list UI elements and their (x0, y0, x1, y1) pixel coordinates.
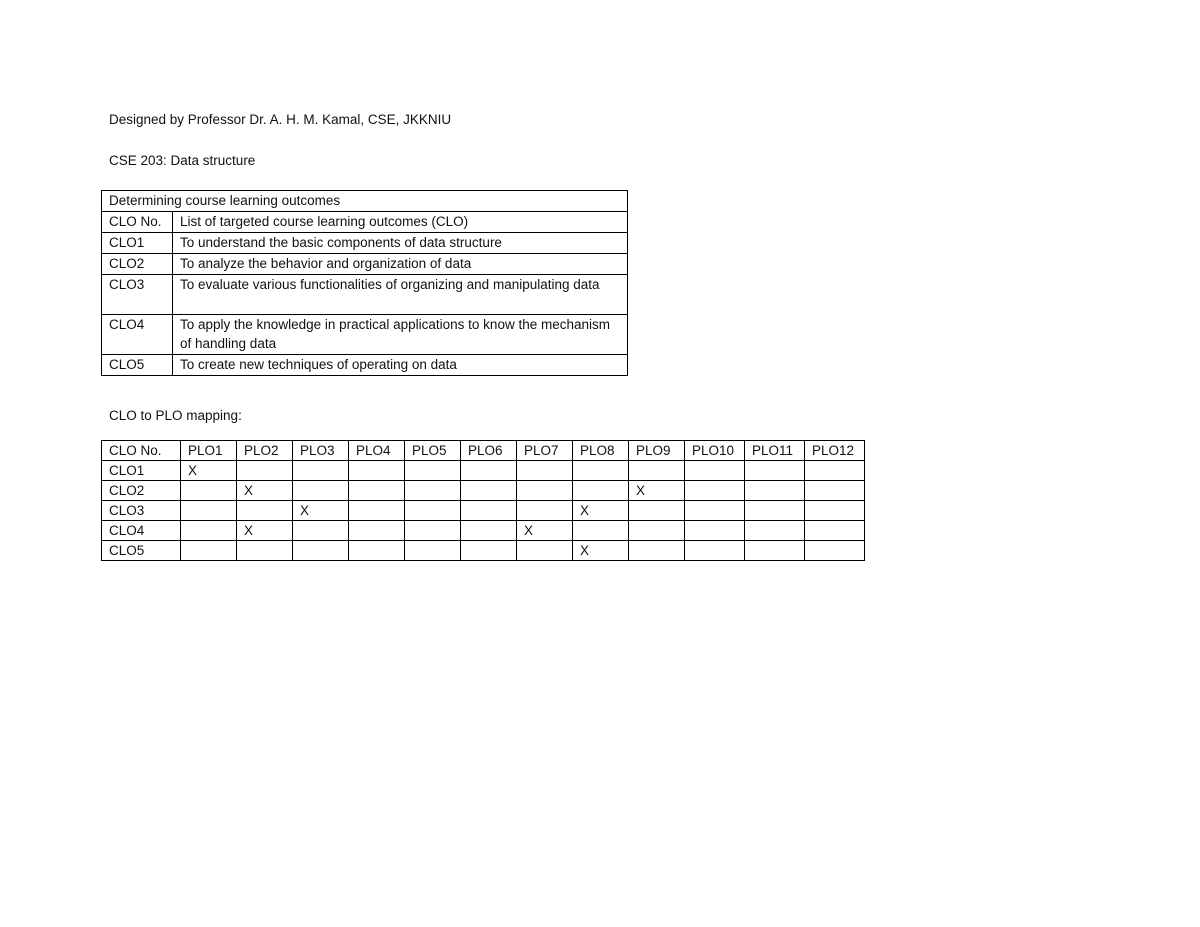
mapping-mark-cell (405, 541, 461, 561)
table-row (102, 315, 628, 355)
mapping-mark-cell (181, 541, 237, 561)
table-row (102, 233, 628, 254)
table-row (102, 275, 628, 315)
mapping-mark-cell (461, 481, 517, 501)
mapping-mark-cell: X (237, 481, 293, 501)
mapping-clo-cell: CLO5 (102, 541, 181, 561)
mapping-mark-cell (461, 461, 517, 481)
mapping-mark-cell (349, 541, 405, 561)
mapping-mark-cell (237, 461, 293, 481)
mapping-header-plo: PLO7 (517, 441, 573, 461)
mapping-clo-cell: CLO2 (102, 481, 181, 501)
table-row (102, 541, 865, 561)
mapping-mark-cell (745, 541, 805, 561)
mapping-mark-cell (805, 461, 865, 481)
mapping-mark-cell (685, 461, 745, 481)
clo-text-cell: To apply the knowledge in practical applications to know the mechanism of handling data (173, 315, 628, 355)
mapping-header-plo: PLO10 (685, 441, 745, 461)
mapping-mark-cell (181, 501, 237, 521)
clo-table (101, 190, 628, 376)
mapping-mark-cell (745, 481, 805, 501)
table-row (102, 355, 628, 376)
mapping-mark-cell (685, 541, 745, 561)
mapping-mark-cell (405, 521, 461, 541)
mapping-header-plo: PLO9 (629, 441, 685, 461)
mapping-mark-cell (293, 461, 349, 481)
mapping-mark-cell (237, 501, 293, 521)
author-line: Designed by Professor Dr. A. H. M. Kamal, CSE, JKKNIU (109, 112, 452, 127)
mapping-header-plo: PLO1 (181, 441, 237, 461)
mapping-header-clo: CLO No. (102, 441, 181, 461)
mapping-mark-cell (573, 481, 629, 501)
mapping-header-plo: PLO12 (805, 441, 865, 461)
mapping-mark-cell: X (573, 501, 629, 521)
mapping-mark-cell (405, 461, 461, 481)
table-row (102, 254, 628, 275)
mapping-mark-cell (181, 521, 237, 541)
clo-text-cell: To analyze the behavior and organization of data (173, 254, 628, 275)
mapping-mark-cell (517, 461, 573, 481)
clo-no-cell: CLO4 (102, 315, 173, 355)
mapping-header-plo: PLO11 (745, 441, 805, 461)
mapping-mark-cell (349, 501, 405, 521)
mapping-mark-cell (629, 541, 685, 561)
table-row (102, 481, 865, 501)
mapping-mark-cell (293, 481, 349, 501)
mapping-header-plo: PLO8 (573, 441, 629, 461)
mapping-mark-cell (461, 541, 517, 561)
mapping-header-plo: PLO2 (237, 441, 293, 461)
course-title: CSE 203: Data structure (109, 153, 256, 168)
mapping-mark-cell (517, 501, 573, 521)
mapping-mark-cell (685, 481, 745, 501)
mapping-mark-cell (685, 521, 745, 541)
mapping-mark-cell: X (517, 521, 573, 541)
clo-table-caption: Determining course learning outcomes (102, 191, 628, 212)
mapping-mark-cell (461, 521, 517, 541)
mapping-mark-cell (573, 461, 629, 481)
table-row (102, 521, 865, 541)
mapping-header-row (102, 441, 865, 461)
mapping-mark-cell: X (181, 461, 237, 481)
mapping-header-plo: PLO5 (405, 441, 461, 461)
mapping-mark-cell (237, 541, 293, 561)
clo-text-cell: To create new techniques of operating on data (173, 355, 628, 376)
mapping-header-plo: PLO3 (293, 441, 349, 461)
mapping-mark-cell (181, 481, 237, 501)
mapping-mark-cell (405, 481, 461, 501)
clo-plo-mapping-table (101, 440, 865, 561)
mapping-mark-cell (573, 521, 629, 541)
mapping-mark-cell (685, 501, 745, 521)
mapping-mark-cell (805, 521, 865, 541)
mapping-clo-cell: CLO3 (102, 501, 181, 521)
mapping-mark-cell (349, 481, 405, 501)
mapping-mark-cell (517, 481, 573, 501)
mapping-mark-cell (461, 501, 517, 521)
mapping-mark-cell (405, 501, 461, 521)
clo-text-cell: To understand the basic components of data structure (173, 233, 628, 254)
mapping-mark-cell: X (573, 541, 629, 561)
mapping-mark-cell: X (237, 521, 293, 541)
clo-header-no: CLO No. (102, 212, 173, 233)
clo-table-header-row (102, 212, 628, 233)
clo-no-cell: CLO5 (102, 355, 173, 376)
mapping-mark-cell (629, 501, 685, 521)
mapping-mark-cell (805, 541, 865, 561)
mapping-clo-cell: CLO1 (102, 461, 181, 481)
clo-text-cell: To evaluate various functionalities of organizing and manipulating data (173, 275, 628, 315)
mapping-mark-cell (629, 461, 685, 481)
mapping-mark-cell (805, 481, 865, 501)
mapping-mark-cell (745, 461, 805, 481)
clo-no-cell: CLO3 (102, 275, 173, 315)
mapping-header-plo: PLO6 (461, 441, 517, 461)
mapping-mark-cell: X (293, 501, 349, 521)
mapping-mark-cell: X (629, 481, 685, 501)
clo-no-cell: CLO2 (102, 254, 173, 275)
clo-no-cell: CLO1 (102, 233, 173, 254)
mapping-mark-cell (349, 461, 405, 481)
table-row (102, 461, 865, 481)
clo-header-list: List of targeted course learning outcomes (CLO) (173, 212, 628, 233)
table-row (102, 501, 865, 521)
mapping-mark-cell (517, 541, 573, 561)
mapping-mark-cell (745, 501, 805, 521)
mapping-mark-cell (629, 521, 685, 541)
mapping-mark-cell (805, 501, 865, 521)
mapping-mark-cell (293, 541, 349, 561)
mapping-mark-cell (349, 521, 405, 541)
mapping-mark-cell (293, 521, 349, 541)
mapping-header-plo: PLO4 (349, 441, 405, 461)
mapping-clo-cell: CLO4 (102, 521, 181, 541)
mapping-mark-cell (745, 521, 805, 541)
mapping-heading: CLO to PLO mapping: (109, 408, 242, 423)
